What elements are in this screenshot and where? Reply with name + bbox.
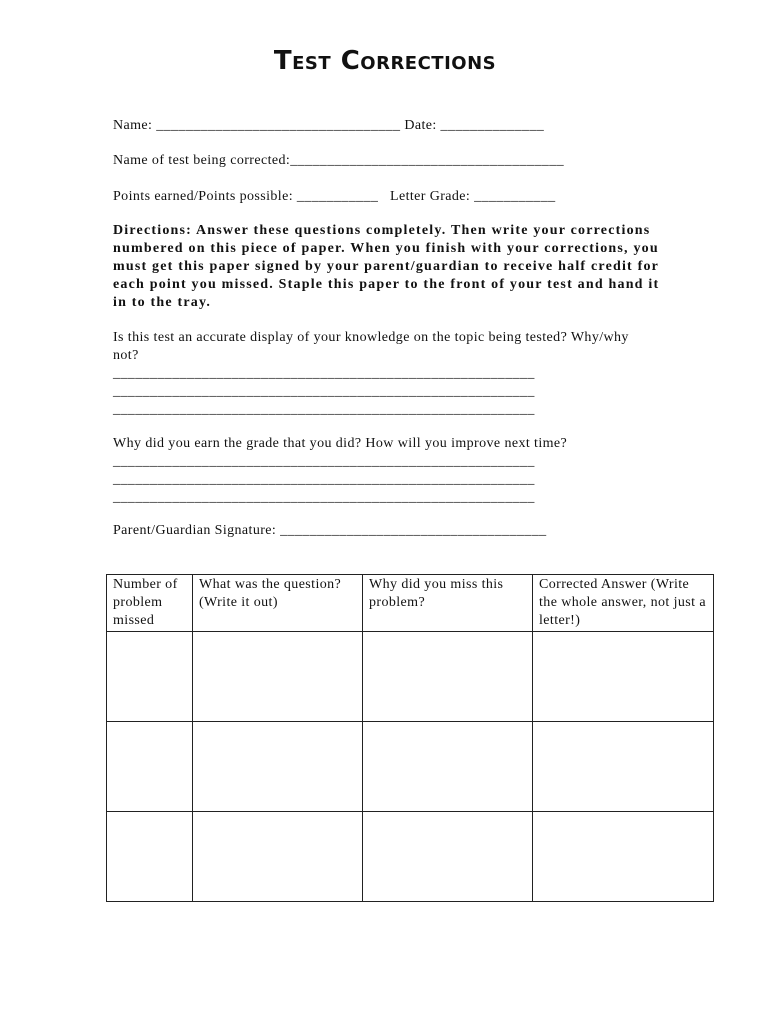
answer-line-6[interactable]: _________________________________________________________ [113,490,535,505]
table-cell[interactable] [363,722,533,812]
answer-line-1[interactable]: _________________________________________________________ [113,366,535,381]
table-cell[interactable] [107,722,193,812]
table-cell[interactable] [533,632,714,722]
page-title: Test Corrections [273,46,497,76]
question-accuracy: Is this test an accurate display of your knowledge on the topic being tested? Why/why not? [113,330,629,363]
table-cell[interactable] [363,632,533,722]
answer-line-4[interactable]: _________________________________________________________ [113,454,535,469]
table-cell[interactable] [533,722,714,812]
test-name-field[interactable]: Name of test being corrected:_____________________________________ [113,153,564,168]
table-cell[interactable] [193,812,363,902]
name-date-field[interactable]: Name: _________________________________ Date: ______________ [113,118,545,133]
answer-line-2[interactable]: _________________________________________________________ [113,384,535,399]
signature-field[interactable]: Parent/Guardian Signature: ____________________________________ [113,523,547,538]
answer-line-3[interactable]: _________________________________________________________ [113,402,535,417]
answer-line-5[interactable]: _________________________________________________________ [113,472,535,487]
header-why-missed: Why did you miss this problem? [363,575,533,632]
table-header-row [107,575,714,632]
question-improvement: Why did you earn the grade that you did? How will you improve next time? [113,436,568,451]
directions-text: Directions: Answer these questions completely. Then write your corrections numbered on this piece of paper. When you finish with your corrections, you must get this paper signed by your parent/guardian to receive half credit for each point you missed. Staple this paper to the front of your test and hand it in to the tray. [113,223,660,310]
header-question: What was the question? (Write it out) [193,575,363,632]
table-row [107,812,714,902]
header-number-missed: Number of problem missed [107,575,193,632]
table-row [107,722,714,812]
table-cell[interactable] [193,722,363,812]
table-cell[interactable] [363,812,533,902]
table-cell[interactable] [107,812,193,902]
table-cell[interactable] [107,632,193,722]
corrections-table [106,574,714,902]
table-row [107,632,714,722]
table-cell[interactable] [533,812,714,902]
table-cell[interactable] [193,632,363,722]
header-corrected-answer: Corrected Answer (Write the whole answer, not just a letter!) [533,575,714,632]
points-grade-field[interactable]: Points earned/Points possible: ___________ Letter Grade: ___________ [113,189,556,204]
